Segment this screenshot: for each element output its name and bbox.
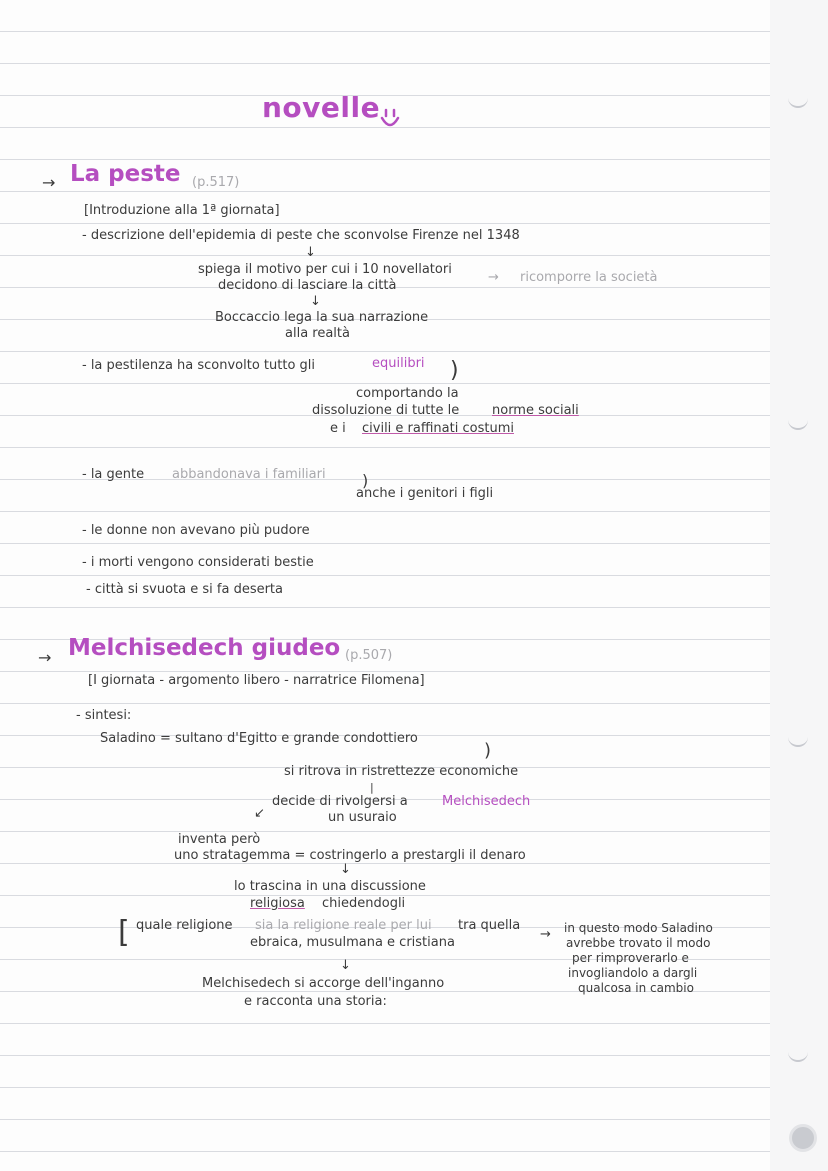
underlined-term: norme sociali xyxy=(492,403,579,418)
grey-annotation: abbandonava i familiari xyxy=(172,467,326,482)
grey-annotation: sia la religione reale per lui xyxy=(255,918,432,933)
note-line: - la gente xyxy=(82,467,145,482)
note-line: comportando la xyxy=(356,386,459,401)
note-line: - descrizione dell'epidemia di peste che sconvolse Firenze nel 1348 xyxy=(82,228,520,243)
page-title: novelle xyxy=(262,91,381,124)
bracket-note: [I giornata - argomento libero - narratrice Filomena] xyxy=(88,673,425,688)
right-arrow-icon: → xyxy=(488,270,499,285)
note-line: Saladino = sultano d'Egitto e grande condottiero xyxy=(100,731,418,746)
note-line: uno stratagemma = costringerlo a prestargli il denaro xyxy=(174,848,526,863)
note-line: tra quella xyxy=(458,918,521,933)
underlined-term: religiosa xyxy=(250,896,305,911)
highlighted-term: Melchisedech xyxy=(442,794,531,809)
bullet-arrow-icon: → xyxy=(42,173,56,192)
binder-margin xyxy=(770,0,828,1171)
side-note: ricomporre la società xyxy=(520,270,658,285)
section-heading-la-peste: La peste xyxy=(70,161,181,187)
section-heading-melchisedech: Melchisedech giudeo xyxy=(68,635,341,661)
brace-mark: ) xyxy=(362,471,369,490)
note-line: - le donne non avevano più pudore xyxy=(82,523,310,538)
down-arrow-icon: ↓ xyxy=(310,294,321,309)
down-arrow-icon: ↓ xyxy=(340,862,351,877)
note-line: un usuraio xyxy=(328,810,397,825)
note-line: - città si svuota e si fa deserta xyxy=(86,582,283,597)
bracket-note: [Introduzione alla 1ª giornata] xyxy=(84,203,280,218)
note-line: alla realtà xyxy=(285,326,350,341)
note-line: - sintesi: xyxy=(76,708,132,723)
note-line: e racconta una storia: xyxy=(244,994,387,1009)
side-note: avrebbe trovato il modo xyxy=(566,936,711,950)
side-note: invogliandolo a dargli xyxy=(568,966,698,980)
brace-mark: ) xyxy=(484,740,492,761)
note-line: spiega il motivo per cui i 10 novellatori xyxy=(198,262,452,277)
side-note: per rimproverarlo e xyxy=(572,951,689,965)
curved-arrow-icon: ↙ xyxy=(254,806,265,821)
right-arrow-icon: → xyxy=(540,927,551,942)
note-line: Boccaccio lega la sua narrazione xyxy=(215,310,429,325)
down-arrow-icon: ↓ xyxy=(305,245,316,260)
down-arrow-icon: ↓ xyxy=(340,958,351,973)
note-line: chiedendogli xyxy=(322,896,406,911)
note-line: Melchisedech si accorge dell'inganno xyxy=(202,976,445,991)
page-reference: (p.517) xyxy=(192,175,240,190)
brace-mark: ) xyxy=(450,358,459,383)
smiley-icon xyxy=(380,108,400,130)
note-line: quale religione xyxy=(136,918,233,933)
note-line: decidono di lasciare la città xyxy=(218,278,397,293)
highlighted-term: equilibri xyxy=(372,356,425,371)
note-line: dissoluzione di tutte le xyxy=(312,403,460,418)
underlined-term: civili e raffinati costumi xyxy=(362,421,514,436)
punch-hole xyxy=(789,1124,817,1152)
side-note: qualcosa in cambio xyxy=(578,981,694,995)
side-note: in questo modo Saladino xyxy=(564,921,713,935)
note-line: ebraica, musulmana e cristiana xyxy=(250,935,455,950)
note-line: si ritrova in ristrettezze economiche xyxy=(284,764,519,779)
note-line: anche i genitori i figli xyxy=(356,486,494,501)
note-line: - i morti vengono considerati bestie xyxy=(82,555,314,570)
bracket-mark: [ xyxy=(118,915,130,950)
page-reference: (p.507) xyxy=(345,648,393,663)
bullet-arrow-icon: → xyxy=(38,648,52,667)
note-line: - la pestilenza ha sconvolto tutto gli xyxy=(82,358,316,373)
note-line: inventa però xyxy=(178,832,261,847)
note-line: decide di rivolgersi a xyxy=(272,794,408,809)
note-line: e i xyxy=(330,421,346,436)
note-line: lo trascina in una discussione xyxy=(234,879,426,894)
connector-mark: | xyxy=(370,781,374,794)
